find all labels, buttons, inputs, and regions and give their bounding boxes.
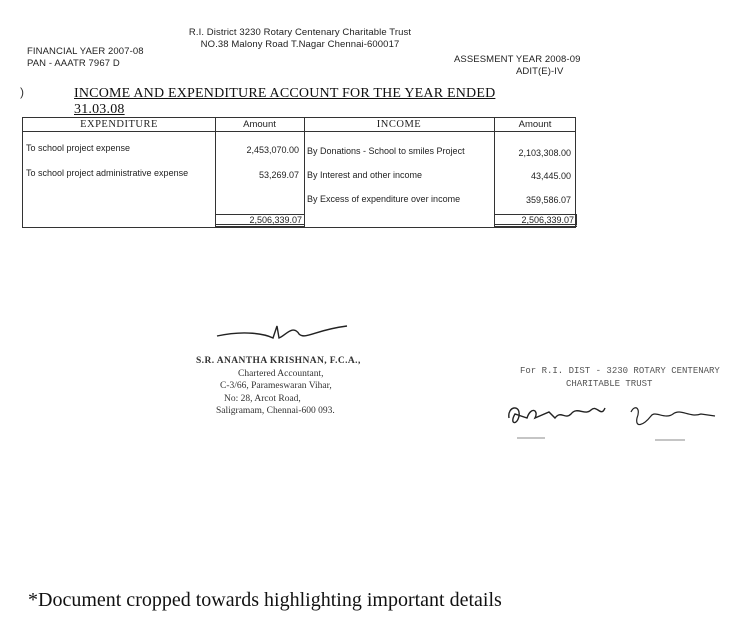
header-rule — [23, 131, 575, 132]
financial-year: FINANCIAL YAER 2007-08 — [27, 46, 144, 57]
table-divider — [304, 118, 305, 227]
amount-header-right: Amount — [518, 119, 552, 130]
auditor-address-line: No: 28, Arcot Road, — [224, 393, 301, 404]
income-row-label: By Donations - School to smiles Project — [307, 146, 465, 156]
assessment-ward: ADIT(E)-IV — [516, 66, 564, 77]
auditor-address-line: C-3/66, Parameswaran Vihar, — [220, 381, 332, 391]
amount-header-left: Amount — [243, 119, 276, 130]
expenditure-row-amount: 53,269.07 — [258, 170, 299, 180]
document-title: INCOME AND EXPENDITURE ACCOUNT FOR THE YEAR ENDED 31.03.08 — [74, 86, 496, 117]
trust-name: R.I. District 3230 Rotary Centenary Charitable Trust — [188, 27, 412, 38]
expenditure-row-label: To school project expense — [26, 143, 131, 153]
trustee-signatures — [505, 396, 725, 456]
trust-stamp-line: For R.I. DIST - 3230 ROTARY CENTENARY — [520, 366, 720, 376]
trust-stamp — [520, 365, 720, 391]
trust-stamp-line: CHARITABLE TRUST — [566, 379, 653, 389]
footnote: *Document cropped towards highlighting important details — [28, 589, 502, 611]
total-income: 2,506,339.07 — [494, 214, 577, 227]
auditor-name: S.R. ANANTHA KRISHNAN, F.C.A., — [196, 356, 361, 366]
total-expenditure: 2,506,339.07 — [215, 214, 305, 227]
expenditure-header: EXPENDITURE — [80, 119, 158, 130]
income-row-label: By Excess of expenditure over income — [307, 194, 461, 204]
trust-address: NO.38 Malony Road T.Nagar Chennai-600017 — [200, 39, 400, 50]
income-row-amount: 43,445.00 — [530, 171, 571, 181]
income-header: INCOME — [376, 119, 422, 130]
expenditure-row-label: To school project administrative expense — [26, 168, 189, 178]
auditor-signature-scribble — [215, 318, 355, 348]
expenditure-row-amount: 2,453,070.00 — [246, 145, 299, 155]
income-expenditure-table — [22, 117, 576, 228]
assessment-year: ASSESMENT YEAR 2008-09 — [454, 54, 581, 65]
income-row-amount: 359,586.07 — [525, 195, 571, 205]
auditor-designation: Chartered Accountant, — [238, 368, 324, 379]
stray-pen-mark: ) — [20, 85, 24, 99]
income-row-label: By Interest and other income — [307, 170, 423, 180]
pan-number: PAN - AAATR 7967 D — [27, 58, 120, 69]
auditor-address-line: Saligramam, Chennai-600 093. — [216, 406, 335, 416]
table-divider — [215, 118, 216, 227]
income-row-amount: 2,103,308.00 — [518, 148, 571, 158]
auditor-stamp — [196, 355, 406, 418]
